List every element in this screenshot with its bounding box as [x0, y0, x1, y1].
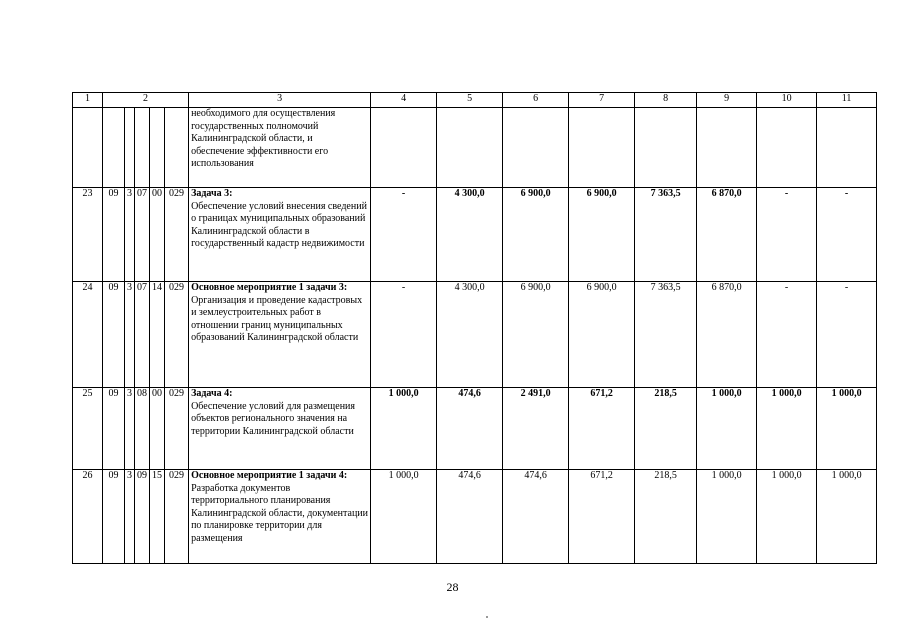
empty-cell [73, 108, 103, 188]
code-cell: 029 [165, 188, 189, 282]
value-cell: 6 870,0 [697, 188, 757, 282]
empty-cell [437, 108, 503, 188]
value-cell: 2 491,0 [503, 388, 569, 470]
row-body: Обеспечение условий внесения сведений о границах муниципальных образований Калининградской области в государственный кадастр недвижимости [191, 200, 367, 249]
header-cell: 5 [437, 93, 503, 108]
value-cell: 218,5 [635, 388, 697, 470]
header-cell: 2 [103, 93, 189, 108]
value-cell: 1 000,0 [757, 388, 817, 470]
empty-cell [635, 108, 697, 188]
empty-cell [697, 108, 757, 188]
value-cell: 6 900,0 [569, 282, 635, 388]
code-cell: 09 [135, 470, 150, 564]
program-table [72, 92, 877, 564]
empty-cell [135, 108, 150, 188]
empty-cell [569, 108, 635, 188]
code-cell: 3 [125, 188, 135, 282]
empty-cell [817, 108, 877, 188]
value-cell: 7 363,5 [635, 282, 697, 388]
code-cell: 09 [103, 188, 125, 282]
table-row [73, 388, 877, 470]
table-row [73, 470, 877, 564]
value-cell: 4 300,0 [437, 282, 503, 388]
value-cell: 4 300,0 [437, 188, 503, 282]
value-cell: 474,6 [437, 388, 503, 470]
header-cell: 6 [503, 93, 569, 108]
code-cell: 14 [150, 282, 165, 388]
value-cell: 6 900,0 [503, 282, 569, 388]
header-cell: 9 [697, 93, 757, 108]
row-number: 25 [73, 388, 103, 470]
value-cell: 1 000,0 [697, 388, 757, 470]
row-title: Задача 3: [191, 188, 233, 199]
value-cell: 218,5 [635, 470, 697, 564]
page-number: 28 [446, 580, 459, 594]
value-cell: - [757, 188, 817, 282]
code-cell: 08 [135, 388, 150, 470]
empty-cell [125, 108, 135, 188]
continuation-text: необходимого для осуществления государственных полномочий Калининградской области, и обеспечение эффективности его использования [189, 108, 371, 188]
code-cell: 07 [135, 188, 150, 282]
value-cell: - [757, 282, 817, 388]
header-cell: 3 [189, 93, 371, 108]
code-cell: 029 [165, 388, 189, 470]
scan-artifact [486, 616, 488, 618]
row-number: 24 [73, 282, 103, 388]
code-cell: 3 [125, 388, 135, 470]
continuation-row [73, 108, 877, 188]
header-cell: 11 [817, 93, 877, 108]
empty-cell [503, 108, 569, 188]
header-cell: 10 [757, 93, 817, 108]
value-cell: 474,6 [503, 470, 569, 564]
value-cell: 1 000,0 [371, 388, 437, 470]
code-cell: 00 [150, 388, 165, 470]
value-cell: - [371, 188, 437, 282]
code-cell: 3 [125, 282, 135, 388]
value-cell: 6 870,0 [697, 282, 757, 388]
row-title: Основное мероприятие 1 задачи 4: [191, 470, 348, 481]
value-cell: - [817, 188, 877, 282]
value-cell: - [817, 282, 877, 388]
description-cell [189, 282, 371, 388]
empty-cell [757, 108, 817, 188]
header-row [73, 93, 877, 108]
empty-cell [165, 108, 189, 188]
description-cell [189, 470, 371, 564]
value-cell: 7 363,5 [635, 188, 697, 282]
code-cell: 029 [165, 282, 189, 388]
value-cell: 671,2 [569, 388, 635, 470]
empty-cell [371, 108, 437, 188]
code-cell: 07 [135, 282, 150, 388]
code-cell: 00 [150, 188, 165, 282]
value-cell: - [371, 282, 437, 388]
description-cell [189, 188, 371, 282]
code-cell: 09 [103, 388, 125, 470]
value-cell: 6 900,0 [503, 188, 569, 282]
row-body: Организация и проведение кадастровых и землеустроительных работ в отношении границ муниципальных образований Калининградской области [191, 294, 363, 343]
table-row [73, 282, 877, 388]
row-body: Разработка документов территориального планирования Калининградской области, документации по планировке территории для размещения [191, 482, 368, 544]
code-cell: 09 [103, 282, 125, 388]
code-cell: 3 [125, 470, 135, 564]
empty-cell [150, 108, 165, 188]
value-cell: 1 000,0 [817, 388, 877, 470]
header-cell: 4 [371, 93, 437, 108]
value-cell: 6 900,0 [569, 188, 635, 282]
value-cell: 474,6 [437, 470, 503, 564]
code-cell: 09 [103, 470, 125, 564]
value-cell: 671,2 [569, 470, 635, 564]
code-cell: 15 [150, 470, 165, 564]
row-number: 23 [73, 188, 103, 282]
code-cell: 029 [165, 470, 189, 564]
description-cell [189, 388, 371, 470]
header-cell: 1 [73, 93, 103, 108]
header-cell: 7 [569, 93, 635, 108]
value-cell: 1 000,0 [697, 470, 757, 564]
header-cell: 8 [635, 93, 697, 108]
row-title: Основное мероприятие 1 задачи 3: [191, 282, 348, 293]
value-cell: 1 000,0 [817, 470, 877, 564]
row-body: Обеспечение условий для размещения объектов регионального значения на территории Калининградской области [191, 400, 356, 437]
row-number: 26 [73, 470, 103, 564]
value-cell: 1 000,0 [371, 470, 437, 564]
value-cell: 1 000,0 [757, 470, 817, 564]
row-title: Задача 4: [191, 388, 233, 399]
table-row [73, 188, 877, 282]
empty-cell [103, 108, 125, 188]
